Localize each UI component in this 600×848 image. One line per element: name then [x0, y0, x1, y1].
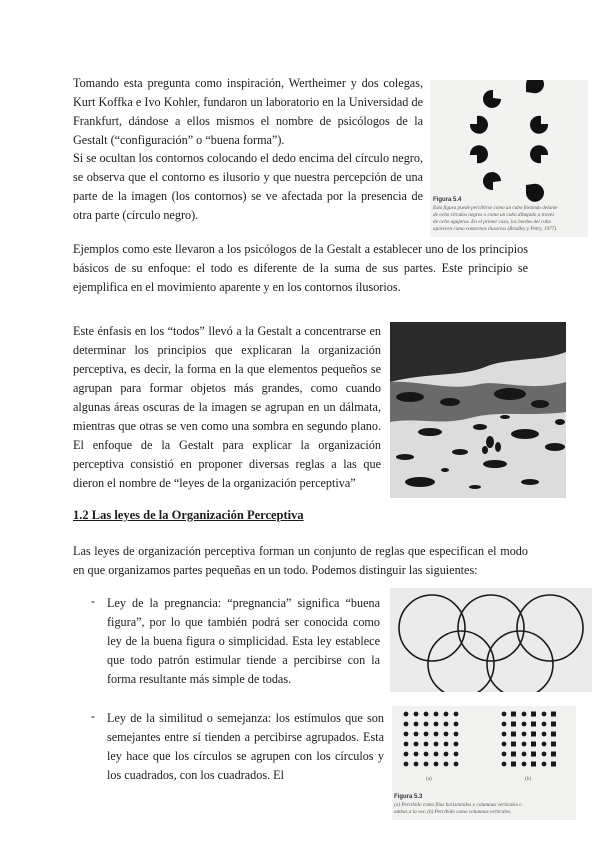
figure-label: Figura 5.3	[394, 794, 423, 800]
figure-label: Figura 5.4	[433, 197, 462, 203]
figure-illusory-cube	[430, 80, 588, 237]
figure-caption-line: aparecen como contornos ilusorios (Bradley y Petry, 1977).	[433, 226, 558, 232]
figure-caption-line: ambas a la vez. (b) Percibido como columnas verticales.	[394, 809, 512, 815]
list-bullet: -	[91, 709, 96, 723]
paragraph-whole-principle: Ejemplos como este llevaron a los psicólogos de la Gestalt a establecer uno de los principios básicos de su enfoque: el todo es diferente de la suma de sus partes. Este principio se ejemplifica en el movimiento aparente y en los contornos ilusorios.	[73, 242, 528, 294]
figure-caption-line: (a) Percibido como filas horizontales o columnas verticales o	[394, 802, 522, 808]
figure-sublabel-a: (a)	[426, 776, 432, 782]
figure-caption-line: de ocho agujeros. En el primer caso, los bordes del cubo	[433, 219, 552, 225]
paragraph-perceptual-organization: Este énfasis en los “todos” llevó a la Gestalt a concentrarse en determinar los principios que explicaran la organización perceptiva, es decir, la forma en la que elementos pequeños se agrupan para formar objetos más grandes, como cuando algunas áreas oscuras de la imagen se agrupan en un dálmata, mientras que otras se ven como una sombra en segundo plano. El enfoque de la Gestalt para explicar la organización perceptiva consistió en proponer diversas reglas a las que dieron el nombre de “leyes de la organización perceptiva”	[73, 324, 381, 490]
figure-overlapping-circles	[390, 588, 592, 692]
figure-dalmatian-image	[390, 322, 566, 498]
figure-similarity-grids	[392, 706, 576, 820]
list-bullet: -	[91, 594, 96, 608]
section-heading: 1.2 Las leyes de la Organización Perceptiva	[73, 508, 304, 522]
list-item-similarity-law: Ley de la similitud o semejanza: los estímulos que son semejantes entre sí tienden a percibirse agrupados. Esta ley hace que los círculos se agrupen con los círculos y los cuadrados, con los cuadrados. El	[107, 711, 384, 782]
figure-sublabel-b: (b)	[525, 776, 532, 782]
list-item-pregnancy-law: Ley de la pregnancia: “pregnancia” significa “buena figura”, por lo que también podrá ser conocida como ley de la buena figura o simplicidad. Esta ley establece que todo patrón estimular tiende a percibirse con la forma resultante más simple de todas.	[107, 596, 380, 686]
figure-caption-line: Esta figura puede percibirse como un cubo flotando delante	[433, 205, 558, 211]
paragraph-laws-intro: Las leyes de organización perceptiva forman un conjunto de reglas que especifican el modo en que organizamos partes pequeñas en un todo. Podemos distinguir las siguientes:	[73, 544, 528, 577]
paragraph-gestalt-founders: Tomando esta pregunta como inspiración, Wertheimer y dos colegas, Kurt Koffka e Ivo Kohler, fundaron un laboratorio en la Universidad de Frankfurt, dándose a ellos mismos el nombre de psicólogos de la Gestalt (“configuración” o “buena forma”).	[73, 76, 423, 147]
figure-caption-line: de ocho círculos negros o como un cubo dibujado a través	[433, 212, 555, 218]
paragraph-illusory-contour: Si se ocultan los contornos colocando el dedo encima del círculo negro, se observa que el contorno es ilusorio y que nuestra percepción de una parte de la imagen (los contornos) se ve afectada por la presencia de otra parte (círculo negro).	[73, 151, 423, 222]
